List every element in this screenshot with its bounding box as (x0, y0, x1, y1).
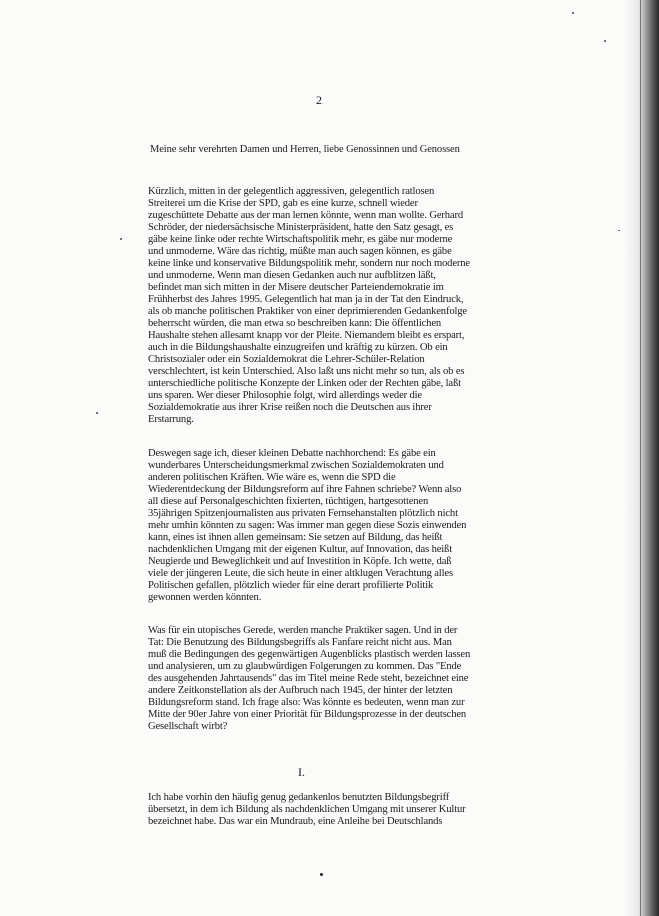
section-heading: I. (298, 765, 305, 779)
scan-speck (120, 238, 122, 240)
text-line: mehr umhin könnten zu sagen: Was immer man gegen diese Sozis einwenden (148, 520, 467, 531)
text-line: und unmoderne. Wenn man diesen Gedanken auch nur aufblitzen läßt, (148, 270, 436, 281)
text-line: als ob manche politischen Praktiker von einer deprimierenden Gedankenfolge (148, 306, 467, 317)
text-line: muß die Bedingungen des gegenwärtigen Augenblicks plastisch werden lassen (148, 649, 471, 660)
text-line: befindet man sich mitten in der Misere deutscher Parteiendemokratie im (148, 282, 444, 293)
scan-edge-line (640, 0, 641, 916)
text-line: nachdenklichen Umgang mit der eigenen Kultur, auf Innovation, das heißt (148, 544, 452, 555)
text-line: Ich habe vorhin den häufig genug gedankenlos benutzten Bildungsbegriff (148, 792, 450, 803)
text-line: Tat: Die Benutzung des Bildungsbegriffs als Fanfare reicht nicht aus. Man (148, 637, 452, 648)
scan-speck (96, 412, 98, 414)
text-line: anderen politischen Kräften. Wie wäre es, wenn die SPD die (148, 472, 396, 483)
scan-speck (572, 12, 574, 14)
text-line: uns sparen. Wer dieser Philosophie folgt, wird allerdings weder die (148, 390, 422, 401)
text-line: und unmoderne. Wäre das richtig, müßte man auch sagen können, es gäbe (148, 246, 452, 257)
text-line: 35jährigen Spitzenjournalisten aus privaten Fernsehanstalten plötzlich nicht (148, 508, 458, 519)
text-line: Politischen gefallen, plötzlich wieder für eine derart profilierte Politik (148, 580, 434, 591)
text-line: und analysieren, um zu glaubwürdigen Folgerungen zu kommen. Das "Ende (148, 661, 462, 672)
scan-speck (618, 230, 620, 231)
text-line: Was für ein utopisches Gerede, werden manche Praktiker sagen. Und in der (148, 625, 458, 636)
text-line: bezeichnet habe. Das war ein Mundraub, eine Anleihe bei Deutschlands (148, 816, 443, 827)
text-line: all diese auf Personalgeschichten fixierten, tüchtigen, hartgesottenen (148, 496, 429, 507)
text-line: Christsozialer oder ein Sozialdemokrat die Lehrer-Schüler-Relation (148, 354, 425, 365)
text-line: beherrscht würden, die man etwa so beschreiben kann: Die öffentlichen (148, 318, 442, 329)
text-line: gewonnen werden könnten. (148, 592, 262, 603)
text-line: Sozialdemokratie aus ihrer Krise reißen noch die Deutschen aus ihrer (148, 402, 432, 413)
text-line: wunderbares Unterscheidungsmerkmal zwischen Sozialdemokraten und (148, 460, 444, 471)
text-line: zugeschüttete Debatte aus der man lernen könnte, wenn man wollte. Gerhard (148, 210, 463, 221)
text-line: Erstarrung. (148, 414, 194, 425)
text-line: Frühherbst des Jahres 1995. Gelegentlich hat man ja in der Tat den Eindruck, (148, 294, 464, 305)
text-line: andere Zeitkonstellation als der Aufbruch nach 1945, der hinter der letzten (148, 685, 453, 696)
text-line: Streiterei um die Krise der SPD, gab es eine kurze, schnell wieder (148, 198, 418, 209)
text-line: Wiederentdeckung der Bildungsreform auf ihre Fahnen schriebe? Wenn also (148, 484, 462, 495)
text-line: verschlechtert, ist kein Unterschied. Also laßt uns nicht mehr so tun, als ob es (148, 366, 465, 377)
scan-dot (320, 873, 323, 876)
text-line: Kürzlich, mitten in der gelegentlich aggressiven, gelegentlich ratlosen (148, 186, 435, 197)
text-line: Schröder, der niedersächsische Ministerpräsident, hatte den Satz gesagt, es (148, 222, 454, 233)
salutation: Meine sehr verehrten Damen und Herren, liebe Genossinnen und Genossen (150, 144, 460, 155)
text-line: Haushalte stehen allesamt knapp vor der Pleite. Niemandem bleibt es erspart, (148, 330, 465, 341)
scan-edge-shadow (625, 0, 659, 916)
text-line: übersetzt, in dem ich Bildung als nachdenklichen Umgang mit unserer Kultur (148, 804, 466, 815)
text-line: kann, eines ist ihnen allen gemeinsam: Sie setzen auf Bildung, das heißt (148, 532, 443, 543)
text-line: Bildungsreform stand. Ich frage also: Was könnte es bedeuten, wenn man zur (148, 697, 465, 708)
text-line: Mitte der 90er Jahre von einer Priorität für Bildungsprozesse in der deutschen (148, 709, 467, 720)
scan-speck (604, 40, 606, 42)
text-line: viele der jüngeren Leute, die sich heute in einer altklugen Verachtung alles (148, 568, 453, 579)
text-line: auch in die Bildungshaushalte einzugreifen und kräftig zu kürzen. Ob ein (148, 342, 448, 353)
text-line: Deswegen sage ich, dieser kleinen Debatte nachhorchend: Es gäbe ein (148, 448, 436, 459)
text-line: unterschiedliche politische Konzepte der Linken oder der Rechten gäbe, laßt (148, 378, 461, 389)
text-line: keine linke und konservative Bildungspolitik mehr, sondern nur noch moderne (148, 258, 470, 269)
text-line: des ausgehenden Jahrtausends" das im Titel meine Rede steht, bezeichnet eine (148, 673, 469, 684)
text-line: Neugierde und Beweglichkeit und auf Investition in Köpfe. Ich wette, daß (148, 556, 452, 567)
text-line: gäbe keine linke oder rechte Wirtschaftspolitik mehr, es gäbe nur moderne (148, 234, 453, 245)
page-number: 2 (316, 93, 322, 107)
text-line: Gesellschaft wirbt? (148, 721, 228, 732)
